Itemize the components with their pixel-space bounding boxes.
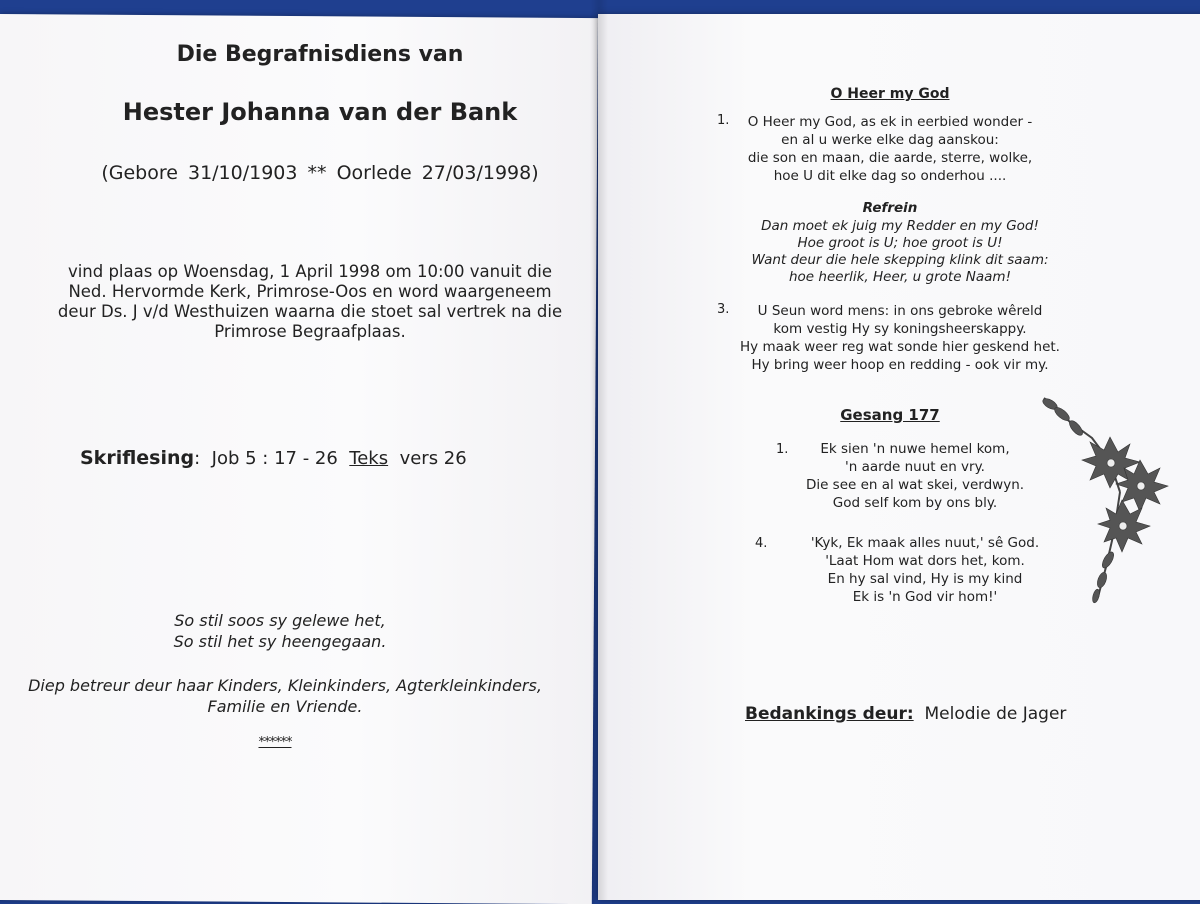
refrein-line: Dan moet ek juig my Redder en my God!	[761, 218, 1039, 234]
refrein-line: Hoe groot is U; hoe groot is U!	[797, 235, 1003, 251]
life-dates: (Gebore 31/10/1903 ** Oorlede 27/03/1998)	[101, 162, 539, 184]
verse-line: Hy bring weer hoop en redding - ook vir my.	[751, 357, 1049, 373]
scripture-colon: :	[194, 448, 201, 469]
verse-line: En hy sal vind, Hy is my kind	[827, 571, 1023, 587]
deceased-name: Hester Johanna van der Bank	[122, 98, 518, 126]
poem-line: So stil het sy heengegaan.	[173, 632, 387, 651]
refrein-title: Refrein	[862, 200, 918, 216]
verse-line: Hy maak weer reg wat sonde hier geskend het.	[740, 339, 1060, 355]
refrein-line: Want deur die hele skepping klink dit saam:	[751, 252, 1049, 268]
hymn1-verse1-number: 1.	[717, 113, 730, 128]
verse-line: Ek is 'n God vir hom!'	[852, 589, 998, 605]
verse-line: Die see en al wat skei, verdwyn.	[805, 477, 1025, 493]
verse-line: die son en maan, die aarde, sterre, wolke,	[747, 150, 1033, 166]
verse-line: God self kom by ons bly.	[832, 495, 998, 511]
scripture-ref: Job 5 : 17 - 26	[211, 448, 338, 469]
service-title: Die Begrafnisdiens van	[176, 42, 464, 67]
mourners-line: Familie en Vriende.	[207, 697, 363, 716]
thanks-label: Bedankings deur:	[745, 704, 914, 724]
hymn2-verse4	[790, 534, 1060, 606]
hymn1-verse1	[710, 113, 1070, 185]
verse-line: Ek sien 'n nuwe hemel kom,	[820, 441, 1010, 457]
verse-line: hoe U dit elke dag so onderhou ....	[773, 168, 1007, 184]
verse-line: en al u werke elke dag aanskou:	[781, 132, 999, 148]
hymn1-title: O Heer my God	[830, 86, 950, 102]
mourners-line: Diep betreur deur haar Kinders, Kleinkinders, Agterkleinkinders,	[28, 676, 542, 695]
hymn2-verse4-number: 4.	[755, 536, 768, 551]
memorial-poem	[130, 610, 430, 652]
hymn1-verse3	[710, 302, 1090, 374]
hymn2-title: Gesang 177	[840, 406, 940, 424]
verse-line: kom vestig Hy sy koningsheerskappy.	[773, 321, 1027, 337]
scripture-label: Skriflesing	[80, 447, 195, 469]
verse-line: 'Laat Hom wat dors het, kom.	[825, 553, 1025, 569]
service-line: Primrose Begraafplaas.	[214, 322, 406, 341]
page-fold	[590, 0, 608, 900]
thanks-line	[745, 704, 1066, 724]
service-line: vind plaas op Woensdag, 1 April 1998 om 10:00 vanuit die	[67, 262, 553, 281]
verse-line: U Seun word mens: in ons gebroke wêreld	[757, 303, 1043, 319]
teks-verse: vers 26	[399, 448, 467, 469]
service-line: deur Ds. J v/d Westhuizen waarna die stoet sal vertrek na die	[57, 302, 563, 321]
refrein	[720, 218, 1080, 286]
thanks-name: Melodie de Jager	[924, 704, 1067, 724]
service-details	[20, 262, 600, 342]
refrein-line: hoe heerlik, Heer, u grote Naam!	[788, 269, 1011, 285]
service-line: Ned. Hervormde Kerk, Primrose-Oos en word waargeneem	[68, 282, 552, 301]
divider-stars: ******	[258, 735, 292, 750]
hymn1-verse3-number: 3.	[717, 302, 730, 317]
scripture-reading	[80, 447, 467, 469]
verse-line: 'Kyk, Ek maak alles nuut,' sê God.	[810, 535, 1040, 551]
mourners-text	[0, 675, 570, 717]
hymn2-verse1	[800, 440, 1030, 512]
poem-line: So stil soos sy gelewe het,	[174, 611, 386, 630]
poinsettia-holly-icon	[1030, 392, 1190, 607]
teks-label: Teks	[349, 448, 389, 469]
verse-line: O Heer my God, as ek in eerbied wonder -	[747, 114, 1033, 130]
hymn2-verse1-number: 1.	[776, 442, 789, 457]
verse-line: 'n aarde nuut en vry.	[845, 459, 985, 475]
